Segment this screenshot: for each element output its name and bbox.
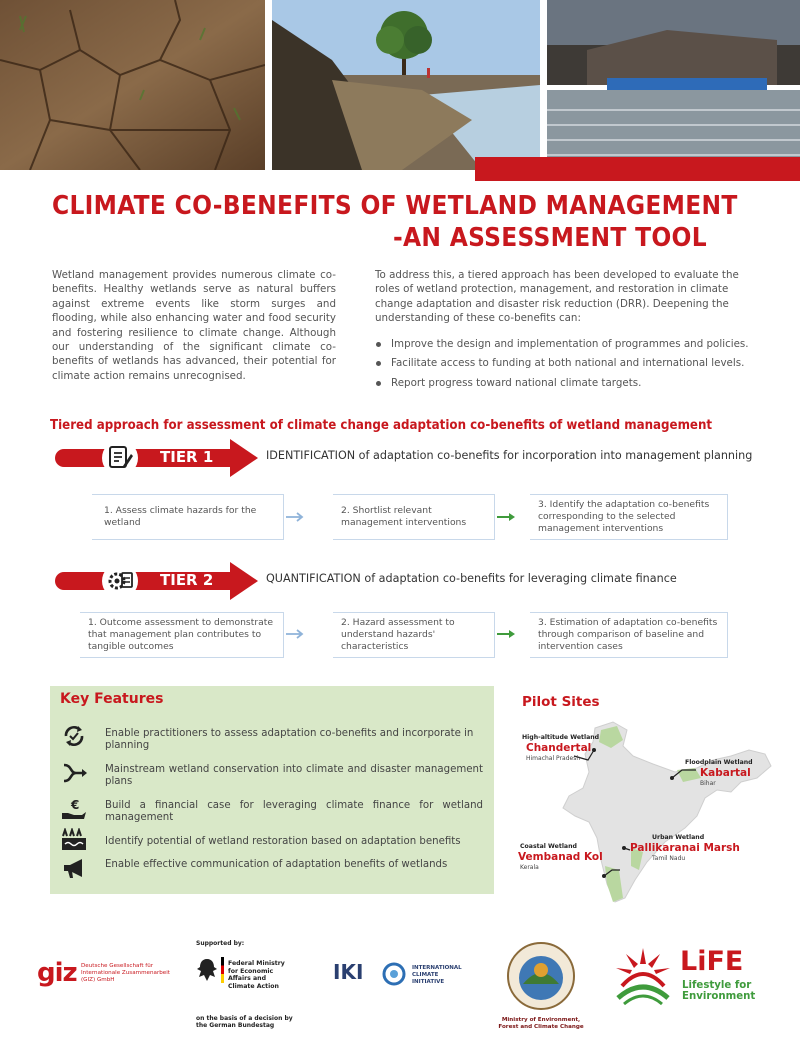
- moefcc-text: Ministry of Environment, Forest and Climate Change: [498, 1017, 584, 1030]
- giz-text: Deutsche Gesellschaft für Internationale Zusammenarbeit (GIZ) GmbH: [81, 963, 170, 983]
- key-feature-item: Enable practitioners to assess adaptation co-benefits and incorporate in planning: [105, 728, 474, 751]
- bullet-item: Report progress toward national climate targets.: [373, 376, 773, 390]
- site-type: Urban Wetland: [652, 834, 705, 841]
- tier1-step-3: 3. Identify the adaptation co-benefits corresponding to the selected management interventions: [530, 494, 728, 540]
- site-name: Vembanad Kol: [518, 851, 603, 863]
- site-name: Pallikaranai Marsh: [630, 842, 740, 854]
- giz-mark: giz: [37, 958, 77, 988]
- german-eagle-icon: [196, 957, 218, 983]
- intro-bullets: [373, 337, 773, 395]
- arrow-icon: [286, 629, 306, 639]
- iki-text: INTERNATIONAL CLIMATE INITIATIVE: [412, 965, 462, 985]
- arrow-icon: [497, 512, 517, 522]
- tier1-banner: [50, 437, 260, 479]
- megaphone-icon: [60, 856, 88, 880]
- tier2-step-1: 1. Outcome assessment to demonstrate that management plan contributes to tangible outcomes: [80, 612, 284, 658]
- wetland-restoration-icon: [60, 828, 88, 852]
- photo-riverbank-tree: [272, 0, 540, 170]
- site-state: Tamil Nadu: [652, 855, 686, 862]
- iki-globe-icon: [381, 962, 407, 986]
- key-feature-item: Identify potential of wetland restoration based on adaptation benefits: [105, 836, 461, 847]
- pilot-sites-heading: Pilot Sites: [522, 694, 600, 710]
- accent-bar: [475, 157, 800, 181]
- tiered-heading: Tiered approach for assessment of climate change adaptation co-benefits of wetland management: [50, 418, 713, 433]
- tier2-banner: [50, 560, 260, 602]
- svg-text:€: €: [71, 798, 80, 812]
- notepad-icon: [106, 444, 134, 472]
- site-name: Kabartal: [700, 767, 751, 779]
- giz-logo: [37, 958, 77, 988]
- tier1-description: IDENTIFICATION of adaptation co-benefits for incorporation into management planning: [266, 449, 753, 462]
- site-state: Kerala: [520, 864, 539, 871]
- clipboard-gear-icon: [106, 567, 134, 595]
- key-feature-item: Build a financial case for leveraging climate finance for wetland management: [105, 800, 483, 823]
- bullet-item: Improve the design and implementation of programmes and policies.: [373, 337, 773, 351]
- tier1-step-1: 1. Assess climate hazards for the wetland: [92, 494, 284, 540]
- title-line-2: -AN ASSESSMENT TOOL: [393, 223, 707, 253]
- life-sun-icon: [612, 946, 674, 1006]
- bmwk-ministry: Federal Ministry for Economic Affairs and Climate Action: [228, 960, 285, 990]
- tier2-step-2: 2. Hazard assessment to understand hazards' characteristics: [333, 612, 495, 658]
- life-mark: LiFE: [680, 946, 744, 977]
- tier2-label: TIER 2: [160, 571, 214, 589]
- tier2-description: QUANTIFICATION of adaptation co-benefits for leveraging climate finance: [266, 572, 677, 585]
- tier1-step-2: 2. Shortlist relevant management interventions: [333, 494, 495, 540]
- intro-right: To address this, a tiered approach has been developed to evaluate the roles of wetland protection, management, and restoration in climate change adaptation and disaster risk reduction (DRR). Deepening the understanding of these co-benefits can:: [375, 269, 739, 325]
- key-feature-item: Mainstream wetland conservation into climate and disaster management plans: [105, 764, 483, 787]
- site-type: High-altitude Wetland: [522, 734, 600, 741]
- tier1-label: TIER 1: [160, 448, 214, 466]
- moefcc-emblem-icon: [505, 940, 577, 1012]
- key-features-heading: Key Features: [60, 691, 164, 707]
- site-type: Coastal Wetland: [520, 843, 577, 850]
- bmwk-supported: Supported by:: [196, 940, 245, 947]
- intro-left: Wetland management provides numerous climate co-benefits. Healthy wetlands serve as natural buffers against extreme events like storm surges and flooding, while also enhancing water and food security and fostering resilience to climate change. Although our understanding of the significant climate co-benefits of wetlands has advanced, their potential for climate action remains unrecognised.: [52, 269, 336, 382]
- tier2-step-3: 3. Estimation of adaptation co-benefits through comparison of baseline and intervention cases: [530, 612, 728, 658]
- german-flag: [221, 957, 224, 983]
- site-state: Bihar: [700, 780, 716, 787]
- iki-mark: IKI: [333, 960, 364, 984]
- merge-arrows-icon: [60, 761, 88, 785]
- site-state: Himachal Pradesh: [526, 755, 581, 762]
- life-text: Lifestyle for Environment: [682, 980, 756, 1002]
- site-type: Floodplain Wetland: [685, 759, 753, 766]
- arrow-icon: [286, 512, 306, 522]
- site-name: Chandertal: [526, 742, 592, 754]
- key-feature-item: Enable effective communication of adaptation benefits of wetlands: [105, 859, 448, 870]
- title-line-1: CLIMATE CO-BENEFITS OF WETLAND MANAGEMENT: [52, 191, 738, 221]
- arrow-icon: [497, 629, 517, 639]
- photo-cracked-earth: [0, 0, 265, 170]
- photo-flooded-warehouse: [547, 0, 800, 170]
- bmwk-note: on the basis of a decision by the German Bundestag: [196, 1015, 293, 1029]
- hand-euro-icon: [60, 797, 88, 821]
- bullet-item: Facilitate access to funding at both national and international levels.: [373, 356, 773, 370]
- cycle-check-icon: [60, 724, 88, 748]
